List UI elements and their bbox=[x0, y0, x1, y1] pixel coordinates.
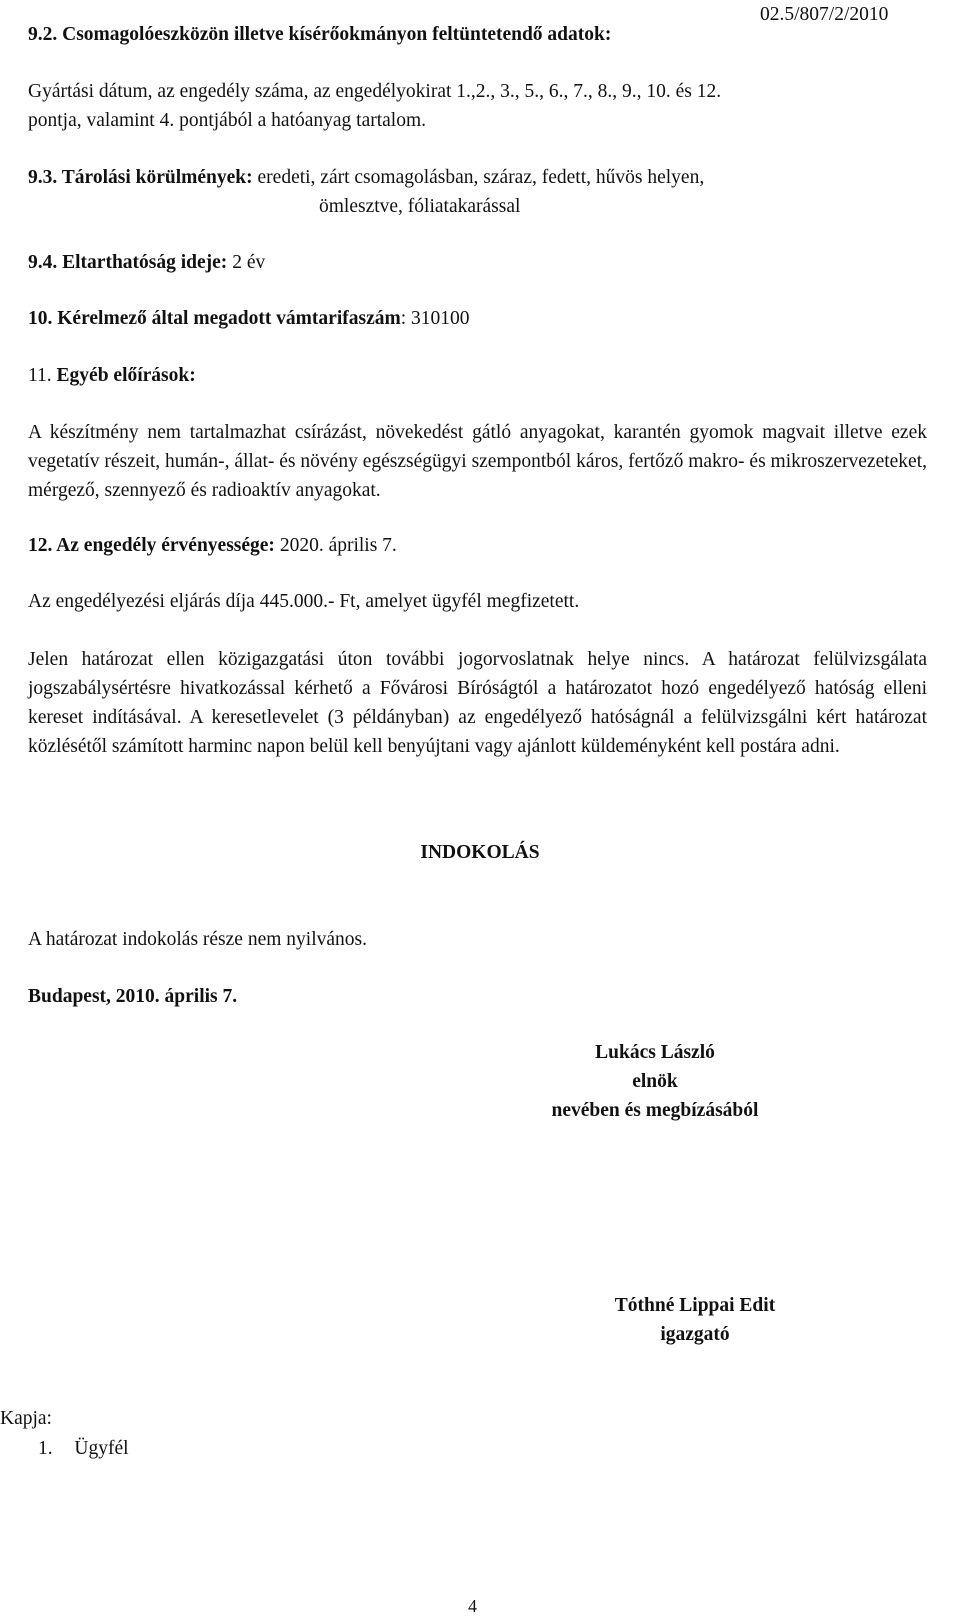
document-reference: 02.5/807/2/2010 bbox=[760, 4, 889, 25]
section-9-4 bbox=[28, 252, 265, 274]
section-9-2-line-1: Gyártási dátum, az engedély száma, az engedélyokirat 1.,2., 3., 5., 6., 7., 8., 9., 10. és 12. bbox=[28, 81, 722, 102]
reasoning-title: INDOKOLÁS bbox=[420, 842, 540, 863]
section-12-value: 2020. április 7. bbox=[279, 535, 397, 556]
section-9-3-text: eredeti, zárt csomagolásban, száraz, fedett, hűvös helyen, bbox=[257, 167, 705, 188]
section-11-label: Egyéb előírások: bbox=[56, 365, 196, 386]
recipients-label: Kapja: bbox=[0, 1408, 52, 1429]
fee-statement: Az engedélyezési eljárás díja 445.000.- Ft, amelyet ügyfél megfizetett. bbox=[28, 591, 580, 612]
section-9-3 bbox=[28, 167, 704, 189]
section-9-3-label: 9.3. Tárolási körülmények: bbox=[28, 167, 253, 188]
section-11-paragraph: A készítmény nem tartalmazhat csírázást, növekedést gátló anyagokat, karantén gyomok magvait illetve ezek vegetatív részeit, humán-, állat- és növény egészségügyi szempontból káros, fertőző makro- és mikroszervezeteket, mérgező, szennyező és radioaktív anyagokat. bbox=[28, 422, 927, 501]
section-10-label: 10. Kérelmező által megadott vámtarifaszám bbox=[28, 308, 401, 329]
section-10 bbox=[28, 308, 470, 330]
section-10-value: : 310100 bbox=[400, 308, 470, 329]
legal-remedy-paragraph: Jelen határozat ellen közigazgatási úton további jogorvoslatnak helye nincs. A határozat felülvizsgálata jogszabálysértésre hivatkozással kérhető a Fővárosi Bíróságtól a határozatot hozó engedélyező hatóság elleni kereset indításával. A keresetlevelet (3 példányban) az engedélyező hatóságnál a felülvizsgálni kért határozat közlésétől számított harminc napon belül kell benyújtani vagy ajánlott küldeményként kell postára adni. bbox=[28, 649, 927, 757]
recipient-name: Ügyfél bbox=[74, 1438, 129, 1459]
signer-1-title: elnök bbox=[632, 1071, 678, 1092]
signer-2-name: Tóthné Lippai Edit bbox=[614, 1295, 776, 1316]
section-9-4-value: 2 év bbox=[232, 252, 266, 273]
section-9-3-text-cont: ömlesztve, fóliatakarással bbox=[319, 196, 521, 217]
section-9-2-heading: 9.2. Csomagolóeszközön illetve kísérőokmányon feltüntetendő adatok: bbox=[28, 24, 612, 45]
section-11-heading bbox=[28, 365, 196, 387]
recipient-number: 1. bbox=[38, 1438, 53, 1459]
signer-1-name: Lukács László bbox=[595, 1042, 715, 1063]
reasoning-text: A határozat indokolás része nem nyilvános. bbox=[28, 929, 367, 950]
signer-1-note: nevében és megbízásából bbox=[551, 1100, 759, 1121]
recipient-item bbox=[38, 1438, 129, 1460]
section-9-4-label: 9.4. Eltarthatóság ideje: bbox=[28, 252, 228, 273]
section-9-2-line-2: pontja, valamint 4. pontjából a hatóanyag tartalom. bbox=[28, 110, 427, 131]
place-date: Budapest, 2010. április 7. bbox=[28, 986, 238, 1007]
section-12 bbox=[28, 535, 397, 557]
section-12-label: 12. Az engedély érvényessége: bbox=[28, 535, 275, 556]
page-number: 4 bbox=[468, 1596, 477, 1616]
signer-2-title: igazgató bbox=[660, 1324, 730, 1345]
section-11-number: 11. bbox=[28, 365, 52, 386]
